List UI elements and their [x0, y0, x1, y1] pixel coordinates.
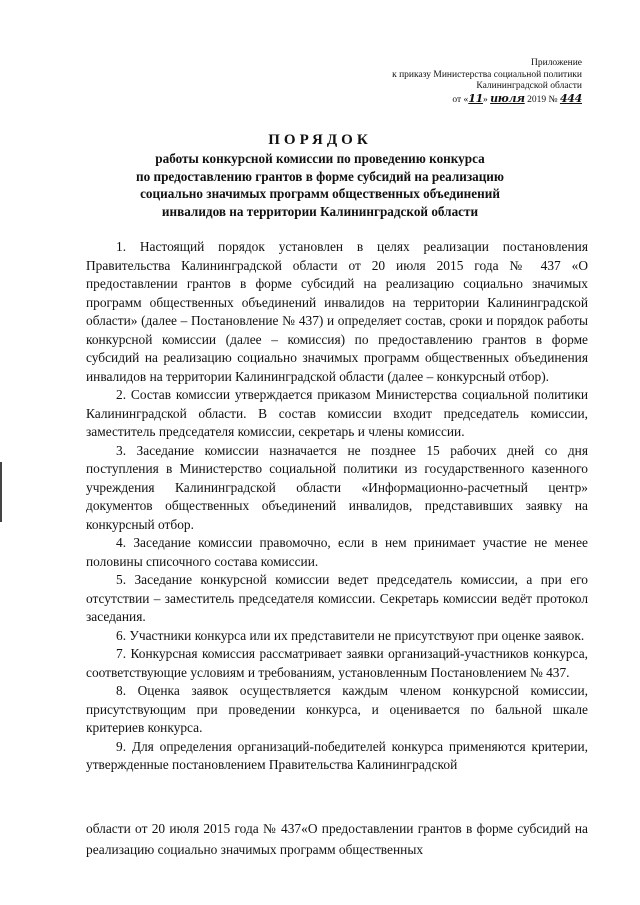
paragraph-3: 3. Заседание комиссии назначается не позднее 15 рабочих дней со дня поступления в Министерство социальной политики из государственного казенного учреждения Калининградской области «Информационно-расчетный центр» документов общественных объединений инвалидов, представивших заявку на конкурсный отбор. [86, 442, 588, 532]
document-title [80, 131, 560, 220]
appendix-region: Калининградской области [476, 81, 582, 91]
paragraph-1: 1. Настоящий порядок установлен в целях реализации постановления Правительства Калининградской области от 20 июля 2015 года № 437 «О предоставлении грантов в форме субсидий на реализацию социально значимых программ общественных объединений инвалидов на территории Калининградской области» (далее – Постановление № 437) и определяет состав, сроки и порядок работы конкурсной комиссии (далее – комиссия) по предоставлению грантов в форме субсидий на реализацию социально значимых программ общественных объединения инвалидов на территории Калининградской области (далее – конкурсный отбор). [86, 239, 588, 384]
paragraph-9: 9. Для определения организаций-победителей конкурса применяются критерии, утвержденные постановлением Правительства Калининградской [86, 738, 588, 772]
date-day: 11 [468, 91, 483, 105]
paragraph-7: 7. Конкурсная комиссия рассматривает заявки организаций-участников конкурса, соответствующие условиям и требованиям, установленным Постановлением № 437. [86, 646, 588, 680]
paragraph-2: 2. Состав комиссии утверждается приказом Министерства социальной политики Калининградской области. В состав комиссии входит председатель комиссии, заместитель председателя комиссии, секретарь и члены комиссии. [86, 387, 588, 439]
paragraph-9-continuation: области от 20 июля 2015 года № 437«О предоставлении грантов в форме субсидий на реализацию социально значимых программ общественных [86, 821, 588, 857]
appendix-date-line [322, 93, 582, 107]
title-line-4: инвалидов на территории Калининградской области [161, 203, 479, 219]
appendix-title: Приложение [531, 58, 582, 68]
title-main: ПОРЯДОК [268, 132, 372, 148]
order-number: 444 [559, 91, 582, 105]
paragraph-5: 5. Заседание конкурсной комиссии ведет председатель комиссии, а при его отсутствии – заместитель председателя комиссии. Секретарь комиссии ведёт протокол заседания. [86, 572, 588, 624]
date-year: 2019 № [527, 94, 558, 105]
paragraph-8: 8. Оценка заявок осуществляется каждым членом конкурсной комиссии, присутствующим при проведении конкурса, и оценивается по бальной шкале критериев конкурса. [86, 683, 588, 735]
date-mid: » [482, 94, 488, 105]
date-month: июля [490, 91, 525, 105]
appendix-order-ref: к приказу Министерства социальной политики [392, 69, 582, 80]
title-line-2: по предоставлению грантов в форме субсидий на реализацию [136, 168, 504, 184]
document-body [86, 238, 588, 775]
title-line-1: работы конкурсной комиссии по проведению конкурса [155, 151, 485, 166]
title-line-3: социально значимых программ общественных объединений [140, 186, 500, 201]
date-prefix: от « [452, 94, 469, 105]
paragraph-6: 6. Участники конкурса или их представители не присутствуют при оценке заявок. [116, 627, 585, 643]
scan-edge-mark [0, 462, 2, 522]
appendix-block [322, 58, 582, 106]
paragraph-4: 4. Заседание комиссии правомочно, если в нем принимает участие не менее половины списочного состава комиссии. [86, 535, 588, 569]
